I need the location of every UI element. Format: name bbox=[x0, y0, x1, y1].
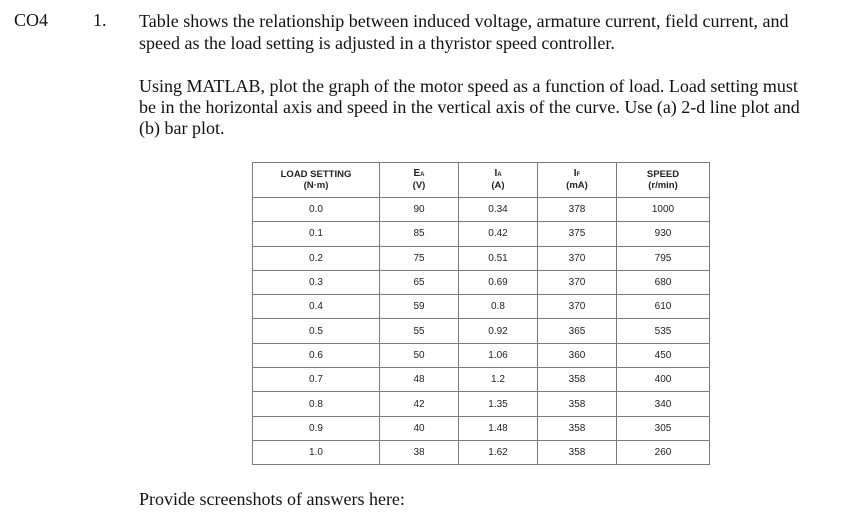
table-cell: 1.0 bbox=[253, 440, 380, 464]
table-cell: 370 bbox=[538, 246, 617, 270]
header-induced-voltage: EA (V) bbox=[380, 163, 459, 198]
table-cell: 0.92 bbox=[459, 319, 538, 343]
table-row bbox=[253, 270, 710, 294]
table-cell: 260 bbox=[617, 440, 710, 464]
header-load-setting: LOAD SETTING (N·m) bbox=[253, 163, 380, 198]
answer-prompt: Provide screenshots of answers here: bbox=[139, 489, 405, 509]
table-cell: 0.4 bbox=[253, 295, 380, 319]
table-cell: 0.8 bbox=[459, 295, 538, 319]
table-cell: 0.0 bbox=[253, 198, 380, 222]
table-cell: 90 bbox=[380, 198, 459, 222]
table-cell: 40 bbox=[380, 416, 459, 440]
table-cell: 795 bbox=[617, 246, 710, 270]
table-cell: 358 bbox=[538, 392, 617, 416]
table-cell: 360 bbox=[538, 343, 617, 367]
table-cell: 0.34 bbox=[459, 198, 538, 222]
question-description: Table shows the relationship between induced voltage, armature current, field current, and speed as the load setting is adjusted in a thyristor speed controller. bbox=[139, 11, 789, 53]
table-row bbox=[253, 295, 710, 319]
table-cell: 400 bbox=[617, 368, 710, 392]
table-cell: 1.35 bbox=[459, 392, 538, 416]
table-cell: 305 bbox=[617, 416, 710, 440]
table-row bbox=[253, 440, 710, 464]
course-outcome-label: CO4 bbox=[14, 10, 49, 30]
table-cell: 42 bbox=[380, 392, 459, 416]
table-row bbox=[253, 319, 710, 343]
table-cell: 358 bbox=[538, 440, 617, 464]
data-table bbox=[252, 162, 710, 465]
table-cell: 450 bbox=[617, 343, 710, 367]
header-speed: SPEED (r/min) bbox=[617, 163, 710, 198]
table-row bbox=[253, 246, 710, 270]
table-cell: 1.06 bbox=[459, 343, 538, 367]
table-cell: 375 bbox=[538, 222, 617, 246]
table-row bbox=[253, 416, 710, 440]
table-cell: 680 bbox=[617, 270, 710, 294]
table-cell: 0.7 bbox=[253, 368, 380, 392]
table-row bbox=[253, 368, 710, 392]
table-cell: 0.2 bbox=[253, 246, 380, 270]
table-cell: 340 bbox=[617, 392, 710, 416]
table-cell: 38 bbox=[380, 440, 459, 464]
table-cell: 0.9 bbox=[253, 416, 380, 440]
table-cell: 59 bbox=[380, 295, 459, 319]
table-cell: 378 bbox=[538, 198, 617, 222]
table-cell: 1.48 bbox=[459, 416, 538, 440]
table-row bbox=[253, 392, 710, 416]
table-cell: 0.51 bbox=[459, 246, 538, 270]
table-cell: 358 bbox=[538, 416, 617, 440]
header-field-current: IF (mA) bbox=[538, 163, 617, 198]
table-cell: 75 bbox=[380, 246, 459, 270]
table-cell: 535 bbox=[617, 319, 710, 343]
table-cell: 48 bbox=[380, 368, 459, 392]
question-instructions: Using MATLAB, plot the graph of the motor speed as a function of load. Load setting must be in the horizontal axis and speed in the vertical axis of the curve. Use (a) 2-d line plot and (b) bar plot. bbox=[139, 76, 800, 138]
table-cell: 0.8 bbox=[253, 392, 380, 416]
table-row bbox=[253, 198, 710, 222]
table-cell: 0.5 bbox=[253, 319, 380, 343]
table-cell: 0.1 bbox=[253, 222, 380, 246]
table-cell: 358 bbox=[538, 368, 617, 392]
table-cell: 0.69 bbox=[459, 270, 538, 294]
table-cell: 50 bbox=[380, 343, 459, 367]
header-armature-current: IA (A) bbox=[459, 163, 538, 198]
table-cell: 370 bbox=[538, 270, 617, 294]
table-header-row bbox=[253, 163, 710, 198]
table-cell: 0.3 bbox=[253, 270, 380, 294]
table-cell: 610 bbox=[617, 295, 710, 319]
table-cell: 1.2 bbox=[459, 368, 538, 392]
table-row bbox=[253, 343, 710, 367]
table-cell: 1000 bbox=[617, 198, 710, 222]
table-cell: 365 bbox=[538, 319, 617, 343]
table-cell: 370 bbox=[538, 295, 617, 319]
table-cell: 0.42 bbox=[459, 222, 538, 246]
table-cell: 1.62 bbox=[459, 440, 538, 464]
table-cell: 85 bbox=[380, 222, 459, 246]
table-cell: 65 bbox=[380, 270, 459, 294]
table-cell: 55 bbox=[380, 319, 459, 343]
table-cell: 930 bbox=[617, 222, 710, 246]
question-number: 1. bbox=[93, 10, 107, 30]
table-cell: 0.6 bbox=[253, 343, 380, 367]
table-row bbox=[253, 222, 710, 246]
